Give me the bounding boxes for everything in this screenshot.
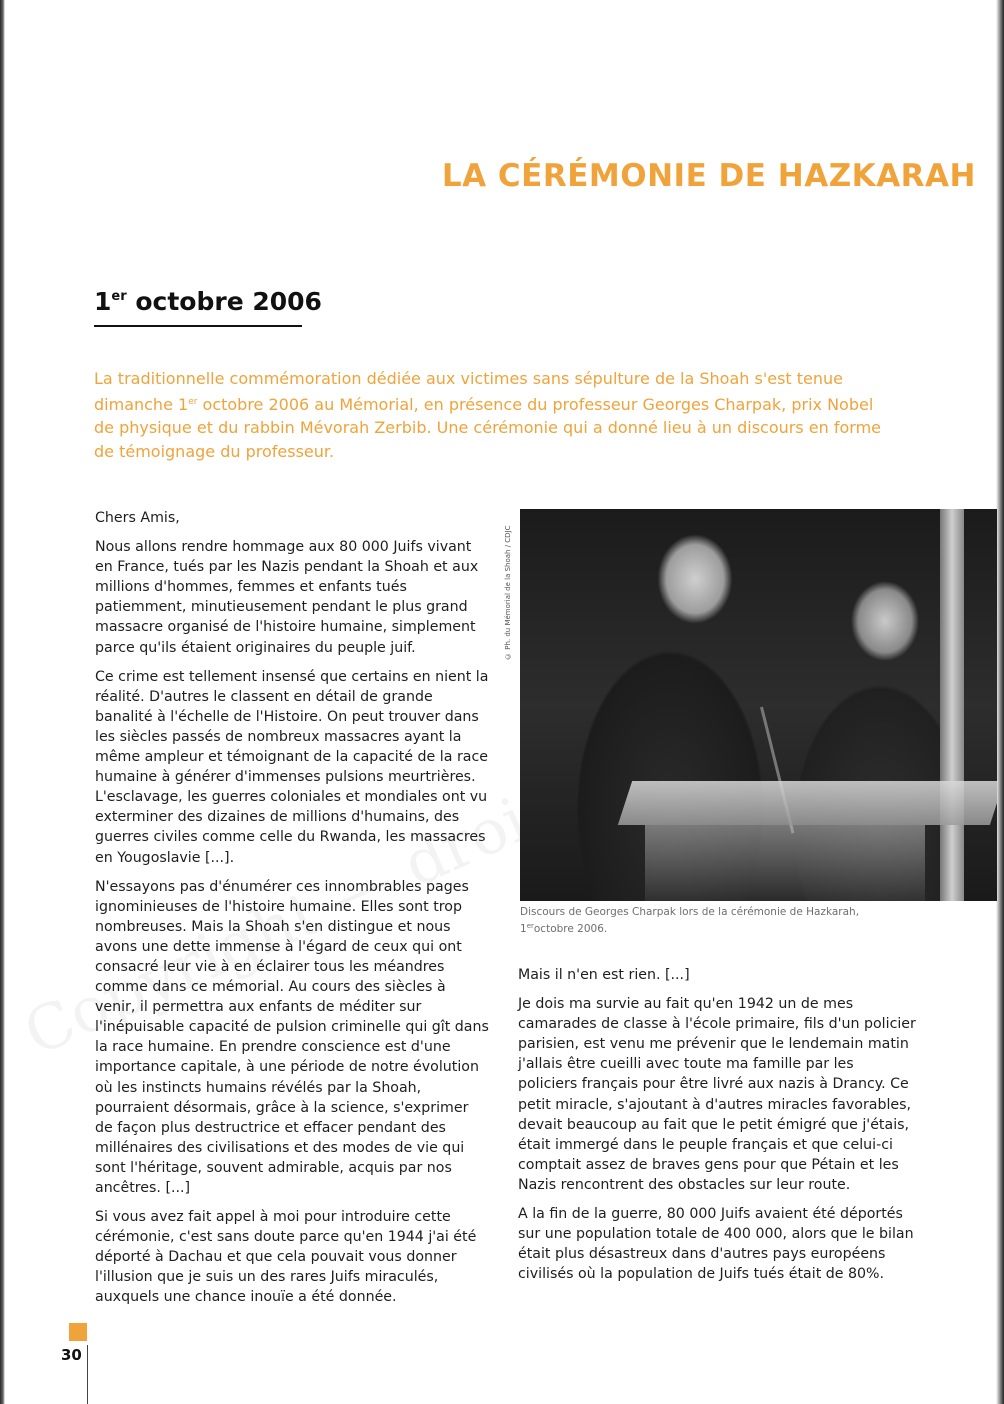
- date-rest: octobre 2006: [126, 287, 322, 316]
- left-column: [95, 508, 490, 1317]
- right-paragraph: A la fin de la guerre, 80 000 Juifs avaient été déportés sur une population totale de 400 000, alors que le bilan était plus désastreux dans d'autres pays européens civilisés où la population de Juifs tués était de 80%.: [518, 1206, 914, 1283]
- intro-sup: er: [188, 396, 198, 407]
- left-paragraph: Nous allons rendre hommage aux 80 000 Juifs vivant en France, tués par les Nazis pendant la Shoah et aux millions d'hommes, femmes et enfants tués patiemment, minutieusement pendant le plus grand massacre organisé de l'histoire humaine, simplement parce qu'ils étaient originaires du peuple juif.: [95, 539, 479, 656]
- left-paragraph: Ce crime est tellement insensé que certains en nient la réalité. D'autres le classent en détail de grande banalité à l'échelle de l'Histoire. On peut trouver dans les siècles passés de nombreux massacres ayant la même ampleur et témoignant de la capacité de la race humaine à générer d'immenses pulsions meurtrières. L'esclavage, les guerres coloniales et mondiales ont vu exterminer des dizaines de millions d'humains, des guerres civiles comme celle du Rwanda, les massacres en Yougoslavie [...].: [95, 668, 489, 866]
- page-number: 30: [61, 1346, 82, 1364]
- intro-part-1: La traditionnelle commémoration dédiée aux victimes sans sépulture de la Shoah s'est tenue dimanche 1: [94, 369, 844, 414]
- caption-line-1: Discours de Georges Charpak lors de la cérémonie de Hazkarah,: [520, 906, 860, 918]
- page-edge-left: [0, 0, 5, 1404]
- left-paragraph: N'essayons pas d'énumérer ces innombrables pages ignominieuses de l'histoire humaine. Elles sont trop nombreuses. Mais la Shoah s'en distingue et nous avons une dette immense à l'égard de ceux qui ont consacré leur vie à en éclairer tous les méandres comme dans ce mémorial. Au cours des siècles à venir, il permettra aux enfants de méditer sur l'inépuisable capacité de pulsion criminelle qui gît dans la race humaine. En prendre conscience est d'une importance capitale, à une période de notre évolution où les instincts humains révélés par la Shoah, pourraient désormais, grâce à la science, s'exprimer de façon plus destructrice et effacer pendant des millénaires des civilisations et des modes de vie qui sont l'héritage, souvent admirable, acquis par nos ancêtres. [...]: [95, 878, 489, 1196]
- page-marker-square: [69, 1323, 87, 1341]
- date-section: [94, 282, 322, 327]
- caption-day: 1: [520, 922, 527, 935]
- right-paragraph: Mais il n'en est rien. [...]: [518, 967, 690, 983]
- ceremony-photo: [520, 509, 997, 901]
- date-heading: [94, 282, 322, 317]
- left-paragraph-salutation: Chers Amis,: [95, 510, 180, 526]
- footer-rule: [87, 1345, 88, 1404]
- date-day: 1: [94, 287, 112, 316]
- page-edge-right: [996, 0, 1004, 1404]
- photo-caption: [520, 906, 880, 936]
- page-title: LA CÉRÉMONIE DE HAZKARAH: [441, 158, 976, 194]
- left-paragraph: Si vous avez fait appel à moi pour introduire cette cérémonie, c'est sans doute parce qu'en 1944 j'ai été déporté à Dachau et que cela pouvait vous donner l'illusion que je suis un des rares Juifs miraculés, auxquels une chance inouïe a été donnée.: [95, 1209, 477, 1306]
- photo-pillar: [940, 509, 964, 901]
- intro-paragraph: [94, 367, 884, 463]
- caption-sup: er: [526, 921, 534, 930]
- date-suffix: er: [111, 289, 127, 304]
- intro-part-2: octobre 2006 au Mémorial, en présence du professeur Georges Charpak, prix Nobel de physique et du rabbin Mévorah Zerbib. Une cérémonie qui a donné lieu à un discours en forme de témoignage du professeur.: [94, 394, 881, 461]
- photo-lectern-base: [645, 825, 925, 901]
- date-underline: [94, 325, 302, 327]
- right-paragraph: Je dois ma survie au fait qu'en 1942 un de mes camarades de classe à l'école primaire, fils d'un policier parisien, est venu me prévenir que le lendemain matin j'allais être cueilli avec toute ma famille par les policiers français pour être livré aux nazis à Drancy. Ce petit miracle, s'ajoutant à d'autres miracles favorables, devait beaucoup au fait que le petit émigré que j'étais, était immergé dans le peuple français et que celui-ci comptait assez de braves gens pour que Pétain et les Nazis rencontrent des obstacles sur leur route.: [518, 996, 916, 1193]
- photo-credit: © Ph. du Mémorial de la Shoah / CDJC: [504, 525, 512, 660]
- caption-rest: octobre 2006.: [533, 922, 608, 935]
- right-column: [518, 965, 916, 1293]
- photo-lectern: [618, 781, 997, 825]
